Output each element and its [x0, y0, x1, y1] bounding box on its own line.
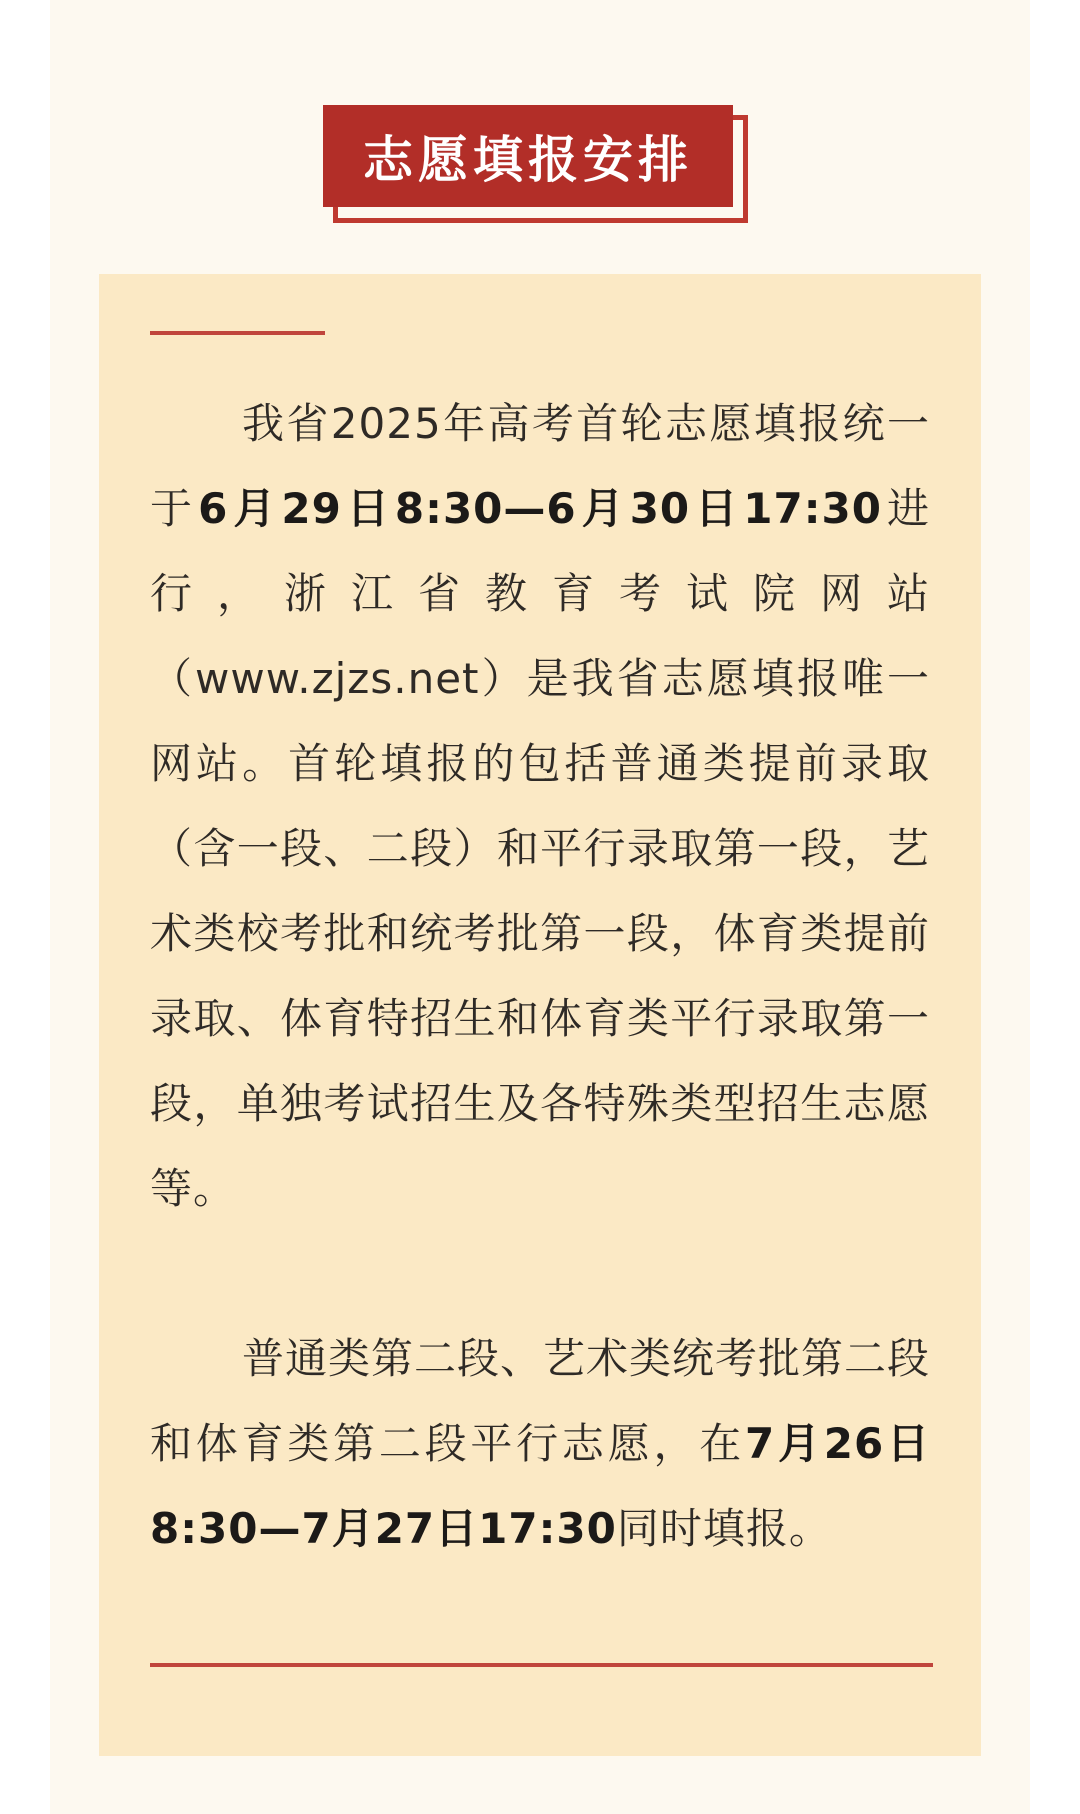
bottom-divider: [150, 1663, 933, 1667]
paragraph-text: 同时填报。: [616, 1504, 832, 1553]
paragraph-text: 我省2025年高考首轮志愿填报统一于: [150, 399, 930, 533]
paragraph-first-round: [150, 381, 930, 1231]
top-divider: [150, 331, 325, 335]
paragraph-second-round: [150, 1316, 930, 1571]
section-title: 志愿填报安排: [323, 105, 733, 207]
first-round-dates: 6月29日8:30—6月30日17:30: [198, 484, 882, 533]
second-round-dates: 7月26日8:30—7月27日17:30: [150, 1419, 930, 1553]
paragraph-text: 普通类第二段、艺术类统考批第二段和体育类第二段平行志愿，在: [150, 1334, 931, 1468]
paragraph-text: 进行，浙江省教育考试院网站（www.zjzs.net）是我省志愿填报唯一网站。首轮填报的包括普通类提前录取（含一段、二段）和平行录取第一段，艺术类校考批和统考批第一段，体育类提前录取、体育特招生和体育类平行录取第一段，单独考试招生及各特殊类型招生志愿等。: [150, 484, 930, 1213]
